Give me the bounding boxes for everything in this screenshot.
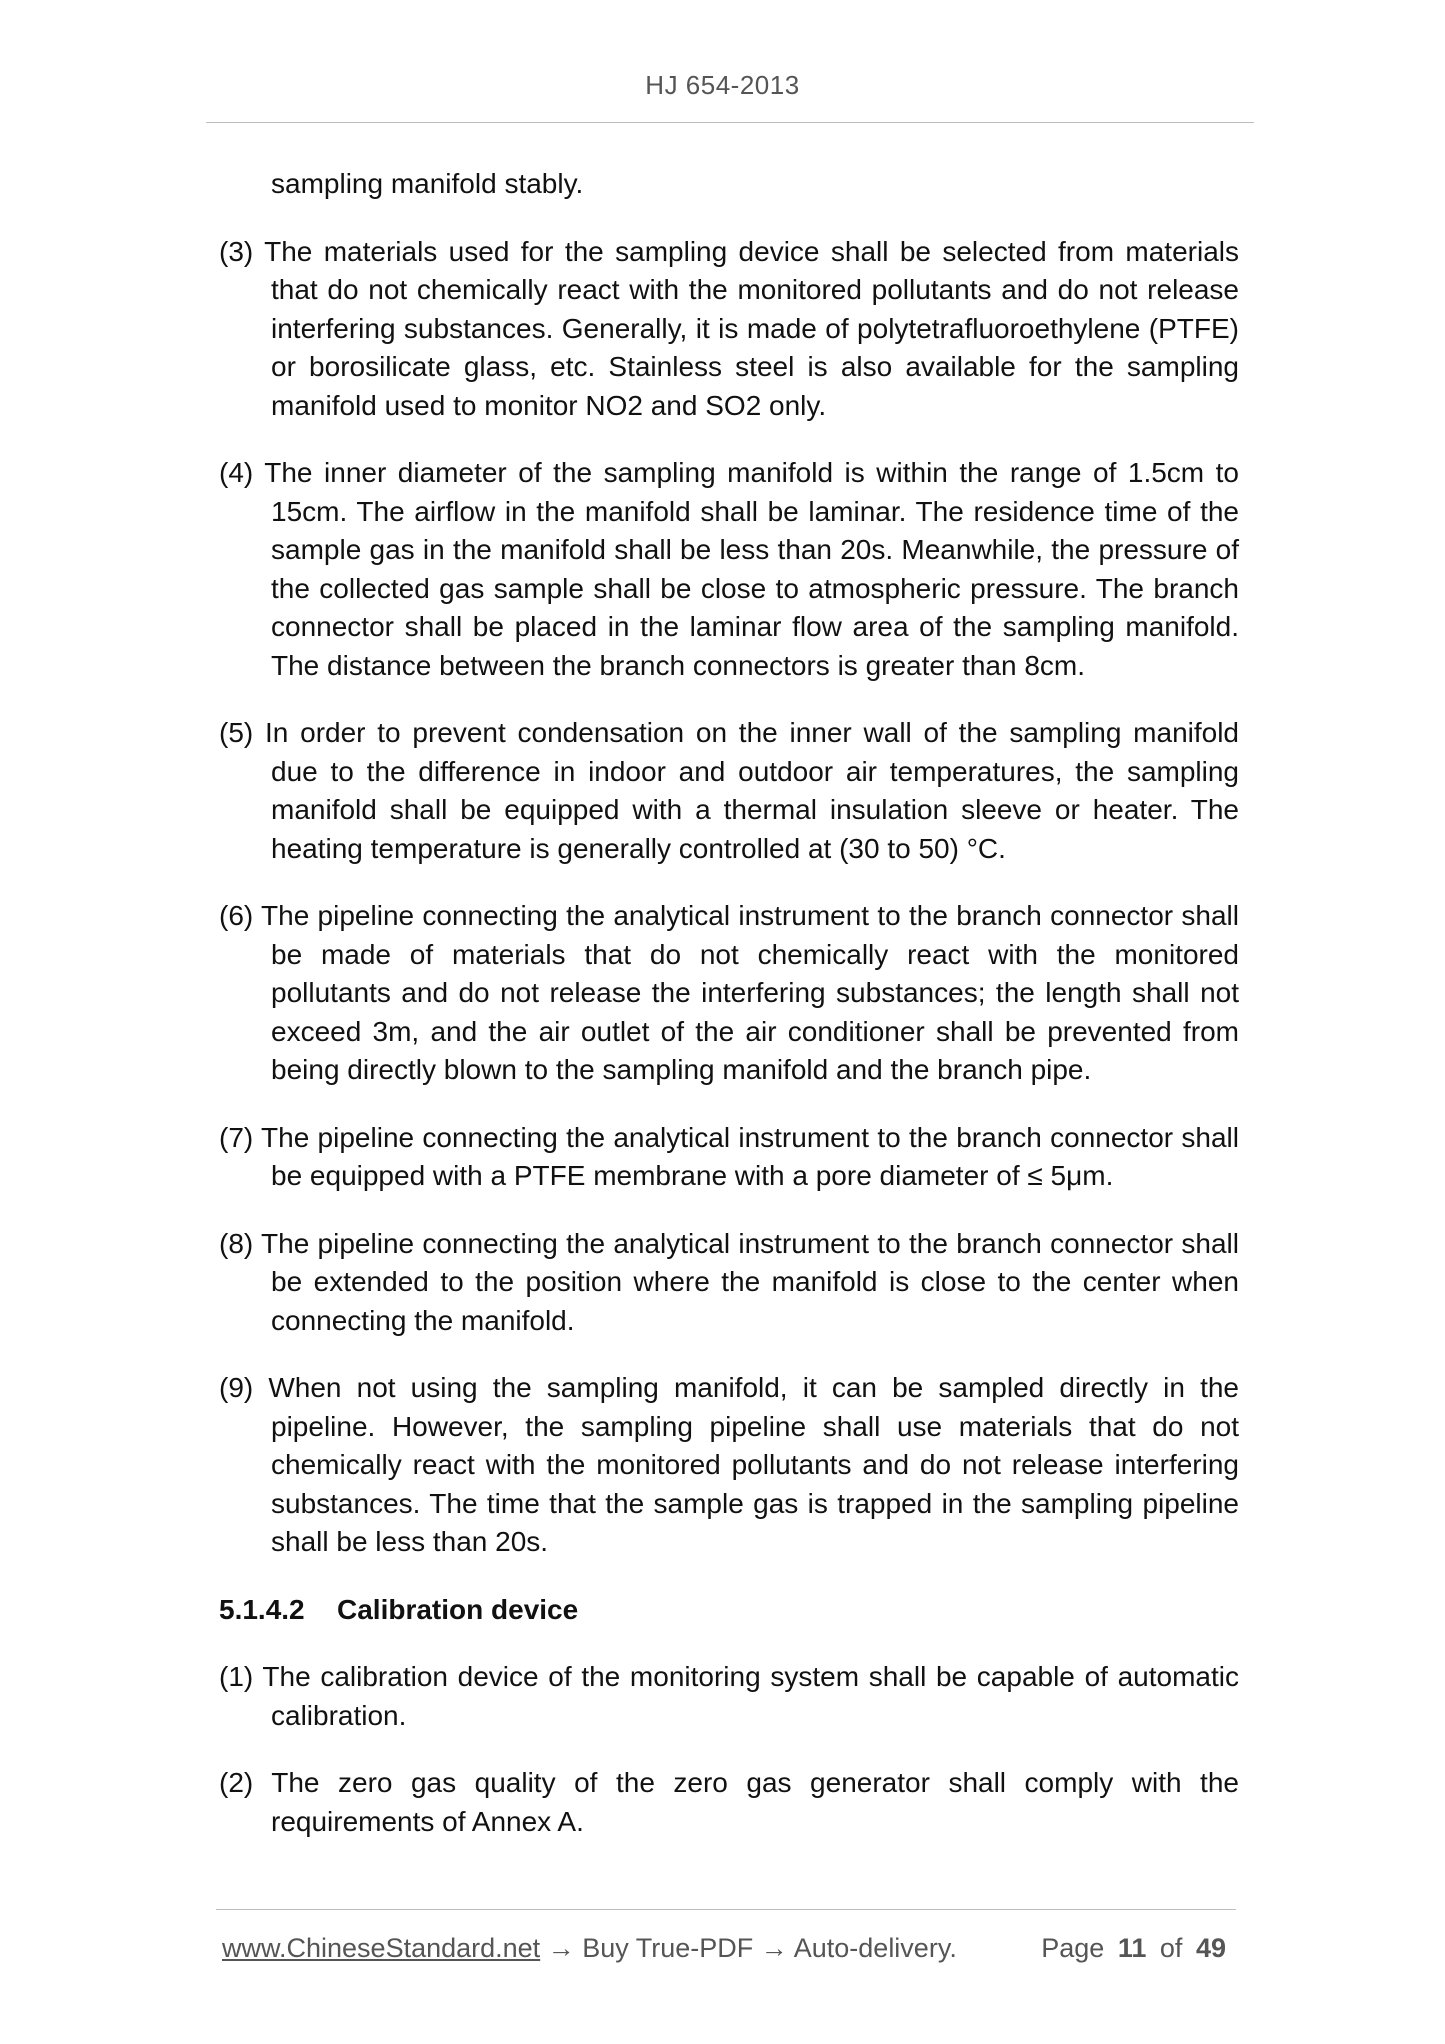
footer-promo: [222, 1933, 957, 1964]
page-label: Page: [1041, 1933, 1105, 1963]
item-number: (5): [219, 717, 265, 748]
page-footer: [222, 1933, 1232, 1964]
continued-paragraph: sampling manifold stably.: [271, 168, 584, 199]
item-number: (1): [219, 1661, 263, 1692]
item-text: When not using the sampling manifold, it can be sampled directly in the pipeline. However, the sampling pipeline shall use materials that do not chemically react with the monitored pollutants and do not release interfering substances. The time that the sample gas is trapped in the sampling pipeline shall be less than 20s.: [268, 1372, 1240, 1557]
item-number: (4): [219, 457, 265, 488]
promo-text: → Buy True-PDF → Auto-delivery.: [540, 1933, 957, 1963]
list-item: [219, 1225, 1239, 1341]
section-heading: [219, 1591, 1239, 1630]
list-item: [219, 1764, 1239, 1841]
page-indicator: [1041, 1933, 1232, 1964]
list-item: [219, 1369, 1239, 1562]
item-number: (9): [219, 1372, 269, 1403]
item-text: The pipeline connecting the analytical instrument to the branch connector shall be made of materials that do not chemically react with the monitored pollutants and do not release the interfering substances; the length shall not exceed 3m, and the air outlet of the air conditioner shall be prevented from being directly blown to the sampling manifold and the branch pipe.: [261, 900, 1239, 1085]
item-text: The pipeline connecting the analytical instrument to the branch connector shall be equipped with a PTFE membrane with a pore diameter of ≤ 5μm.: [261, 1121, 1239, 1191]
list-item: [219, 714, 1239, 868]
item-number: (6): [219, 900, 262, 931]
list-item: [219, 1658, 1239, 1735]
header-divider: [206, 122, 1254, 123]
item-text: The zero gas quality of the zero gas generator shall comply with the requirements of Annex A.: [271, 1767, 1239, 1837]
page-of-label: of: [1159, 1933, 1183, 1963]
item-number: (2): [219, 1767, 272, 1798]
item-number: (3): [219, 235, 265, 267]
item-text: The inner diameter of the sampling manifold is within the range of 1.5cm to 15cm. The airflow in the manifold shall be laminar. The residence time of the sample gas in the manifold shall be less than 20s. Meanwhile, the pressure of the collected gas sample shall be close to atmospheric pressure. The branch connector shall be placed in the laminar flow area of the sampling manifold. The distance between the branch connectors is greater than 8cm.: [264, 457, 1239, 681]
footer-divider: [216, 1909, 1236, 1910]
document-header: HJ 654-2013: [645, 70, 800, 100]
section-number: 5.1.4.2: [219, 1593, 305, 1625]
list-item: [219, 1119, 1239, 1196]
list-item: [219, 454, 1239, 685]
list-item: [219, 233, 1239, 426]
item-text: The pipeline connecting the analytical instrument to the branch connector shall be extended to the position where the manifold is close to the center when connecting the manifold.: [261, 1227, 1239, 1336]
list-item: [219, 897, 1239, 1090]
item-text: The materials used for the sampling device shall be selected from materials that do not chemically react with the monitored pollutants and do not release interfering substances. Generally, it is made of polytetrafluoroethylene (PTFE) or borosilicate glass, etc. Stainless steel is also available for the sampling manifold used to monitor NO2 and SO2 only.: [264, 235, 1239, 421]
current-page: 11: [1117, 1933, 1147, 1963]
item-number: (8): [219, 1227, 262, 1259]
item-text: The calibration device of the monitoring system shall be capable of automatic calibration.: [262, 1661, 1239, 1731]
section-title: Calibration device: [337, 1593, 579, 1625]
document-body: [219, 165, 1239, 1870]
total-pages: 49: [1195, 1933, 1226, 1963]
item-text: In order to prevent condensation on the inner wall of the sampling manifold due to the difference in indoor and outdoor air temperatures, the sampling manifold shall be equipped with a thermal insulation sleeve or heater. The heating temperature is generally controlled at (30 to 50) °C.: [265, 717, 1240, 864]
item-number: (7): [219, 1121, 262, 1153]
website-link[interactable]: www.ChineseStandard.net: [222, 1933, 541, 1963]
